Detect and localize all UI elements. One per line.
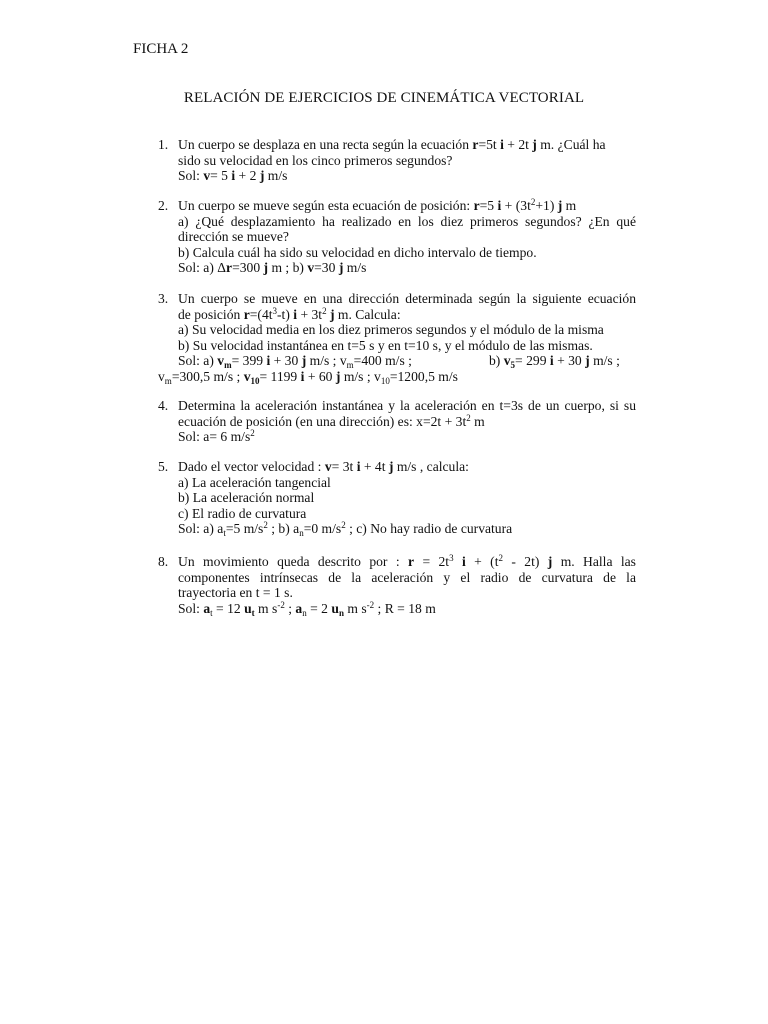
- exercise-line: c) El radio de curvatura: [178, 505, 307, 521]
- exercise-line: trayectoria en t = 1 s.: [178, 585, 293, 601]
- exercise-3: [158, 291, 636, 385]
- exercise-8: [158, 554, 636, 616]
- exercise-line: Determina la aceleración instantánea y la aceleración en t=3s de un cuerpo, si su: [178, 398, 636, 413]
- exercise-line: b) Su velocidad instantánea en t=5 s y en t=10 s, y el módulo de las mismas.: [178, 337, 593, 353]
- exercise-2: [158, 198, 636, 276]
- exercise-line: Un movimiento queda descrito por : $r = 2t^3$ $i + (t^2 - 2t)$ j m. Halla las: [178, 553, 636, 569]
- exercise-number: 2.: [158, 198, 169, 213]
- solution-line: Sol: a) $a_t=5$ $m/s^2$ ; b) $a_n=0$ $m/s^2$ ; c) No hay radio de curvatura: [178, 520, 513, 539]
- exercise-number: 4.: [158, 398, 169, 413]
- exercise-line: Un cuerpo se desplaza en una recta según la ecuación r=5t i + 2t j m. ¿Cuál ha: [178, 137, 606, 152]
- exercise-line: Dado el vector velocidad : v= 3t i + 4t j m/s , calcula:: [178, 459, 469, 474]
- solution-line: $v_m=300,5$ m/s ; $v_{10}= 1199$ i + 60 j m/s ; $v_{10}=1200,5$ m/s: [158, 368, 458, 386]
- page-title: RELACIÓN DE EJERCICIOS DE CINEMÁTICA VECTORIAL: [183, 90, 585, 106]
- solution-line: Sol: v= 5 i + 2 j m/s: [178, 168, 288, 184]
- exercise-number: 8.: [158, 554, 169, 569]
- document-header: FICHA 2: [133, 41, 189, 57]
- solution-line: Sol: $a_t = 12$ $u_t$ m $s^{-2}$ ; $a_n = 2$ $u_n$ m $s^{-2}$ ; R = 18 m: [178, 599, 436, 618]
- exercise-number: 3.: [158, 291, 169, 306]
- exercise-line: componentes intrínsecas de la aceleración y el radio de curvatura de la: [178, 569, 636, 585]
- exercise-line: b) Calcula cuál ha sido su velocidad en dicho intervalo de tiempo.: [178, 244, 537, 260]
- exercise-number: 1.: [158, 137, 169, 152]
- exercise-line: b) La aceleración normal: [178, 490, 315, 506]
- exercise-line: ecuación de posición (en una dirección) es: $x=2t + 3t^2$ m: [178, 412, 485, 429]
- exercise-line: a) Su velocidad media en los diez primeros segundos y el módulo de la misma: [178, 322, 604, 338]
- exercise-4: [158, 398, 636, 445]
- exercise-line: sido su velocidad en los cinco primeros segundos?: [178, 152, 453, 168]
- exercise-line: dirección se mueve?: [178, 229, 289, 245]
- exercise-number: 5.: [158, 459, 169, 474]
- exercise-line: a) La aceleración tangencial: [178, 474, 331, 490]
- exercise-line: a) ¿Qué desplazamiento ha realizado en los diez primeros segundos? ¿En qué: [178, 213, 636, 229]
- exercise-line: de posición $r=(4t^3-t) i + 3t^2$ j m. Calcula:: [178, 305, 401, 322]
- solution-line: Sol: a= 6 $m/s^2$: [178, 428, 255, 445]
- exercise-1: [158, 137, 636, 184]
- exercise-line: Un cuerpo se mueve en una dirección determinada según la siguiente ecuación: [178, 291, 636, 306]
- exercise-5: [158, 459, 636, 537]
- solution-line: Sol: a) Δr=300 j m ; b) v=30 j m/s: [178, 260, 367, 276]
- solution-line: Sol: a) $v_m= 399$ i + 30 j m/s ; $v_m=400$ m/s ; b) $v_5= 299$ i + 30 j m/s ;: [178, 353, 620, 371]
- exercise-line: Un cuerpo se mueve según esta ecuación de posición: r=5 $i + (3t^2+1)$ j m: [178, 197, 577, 213]
